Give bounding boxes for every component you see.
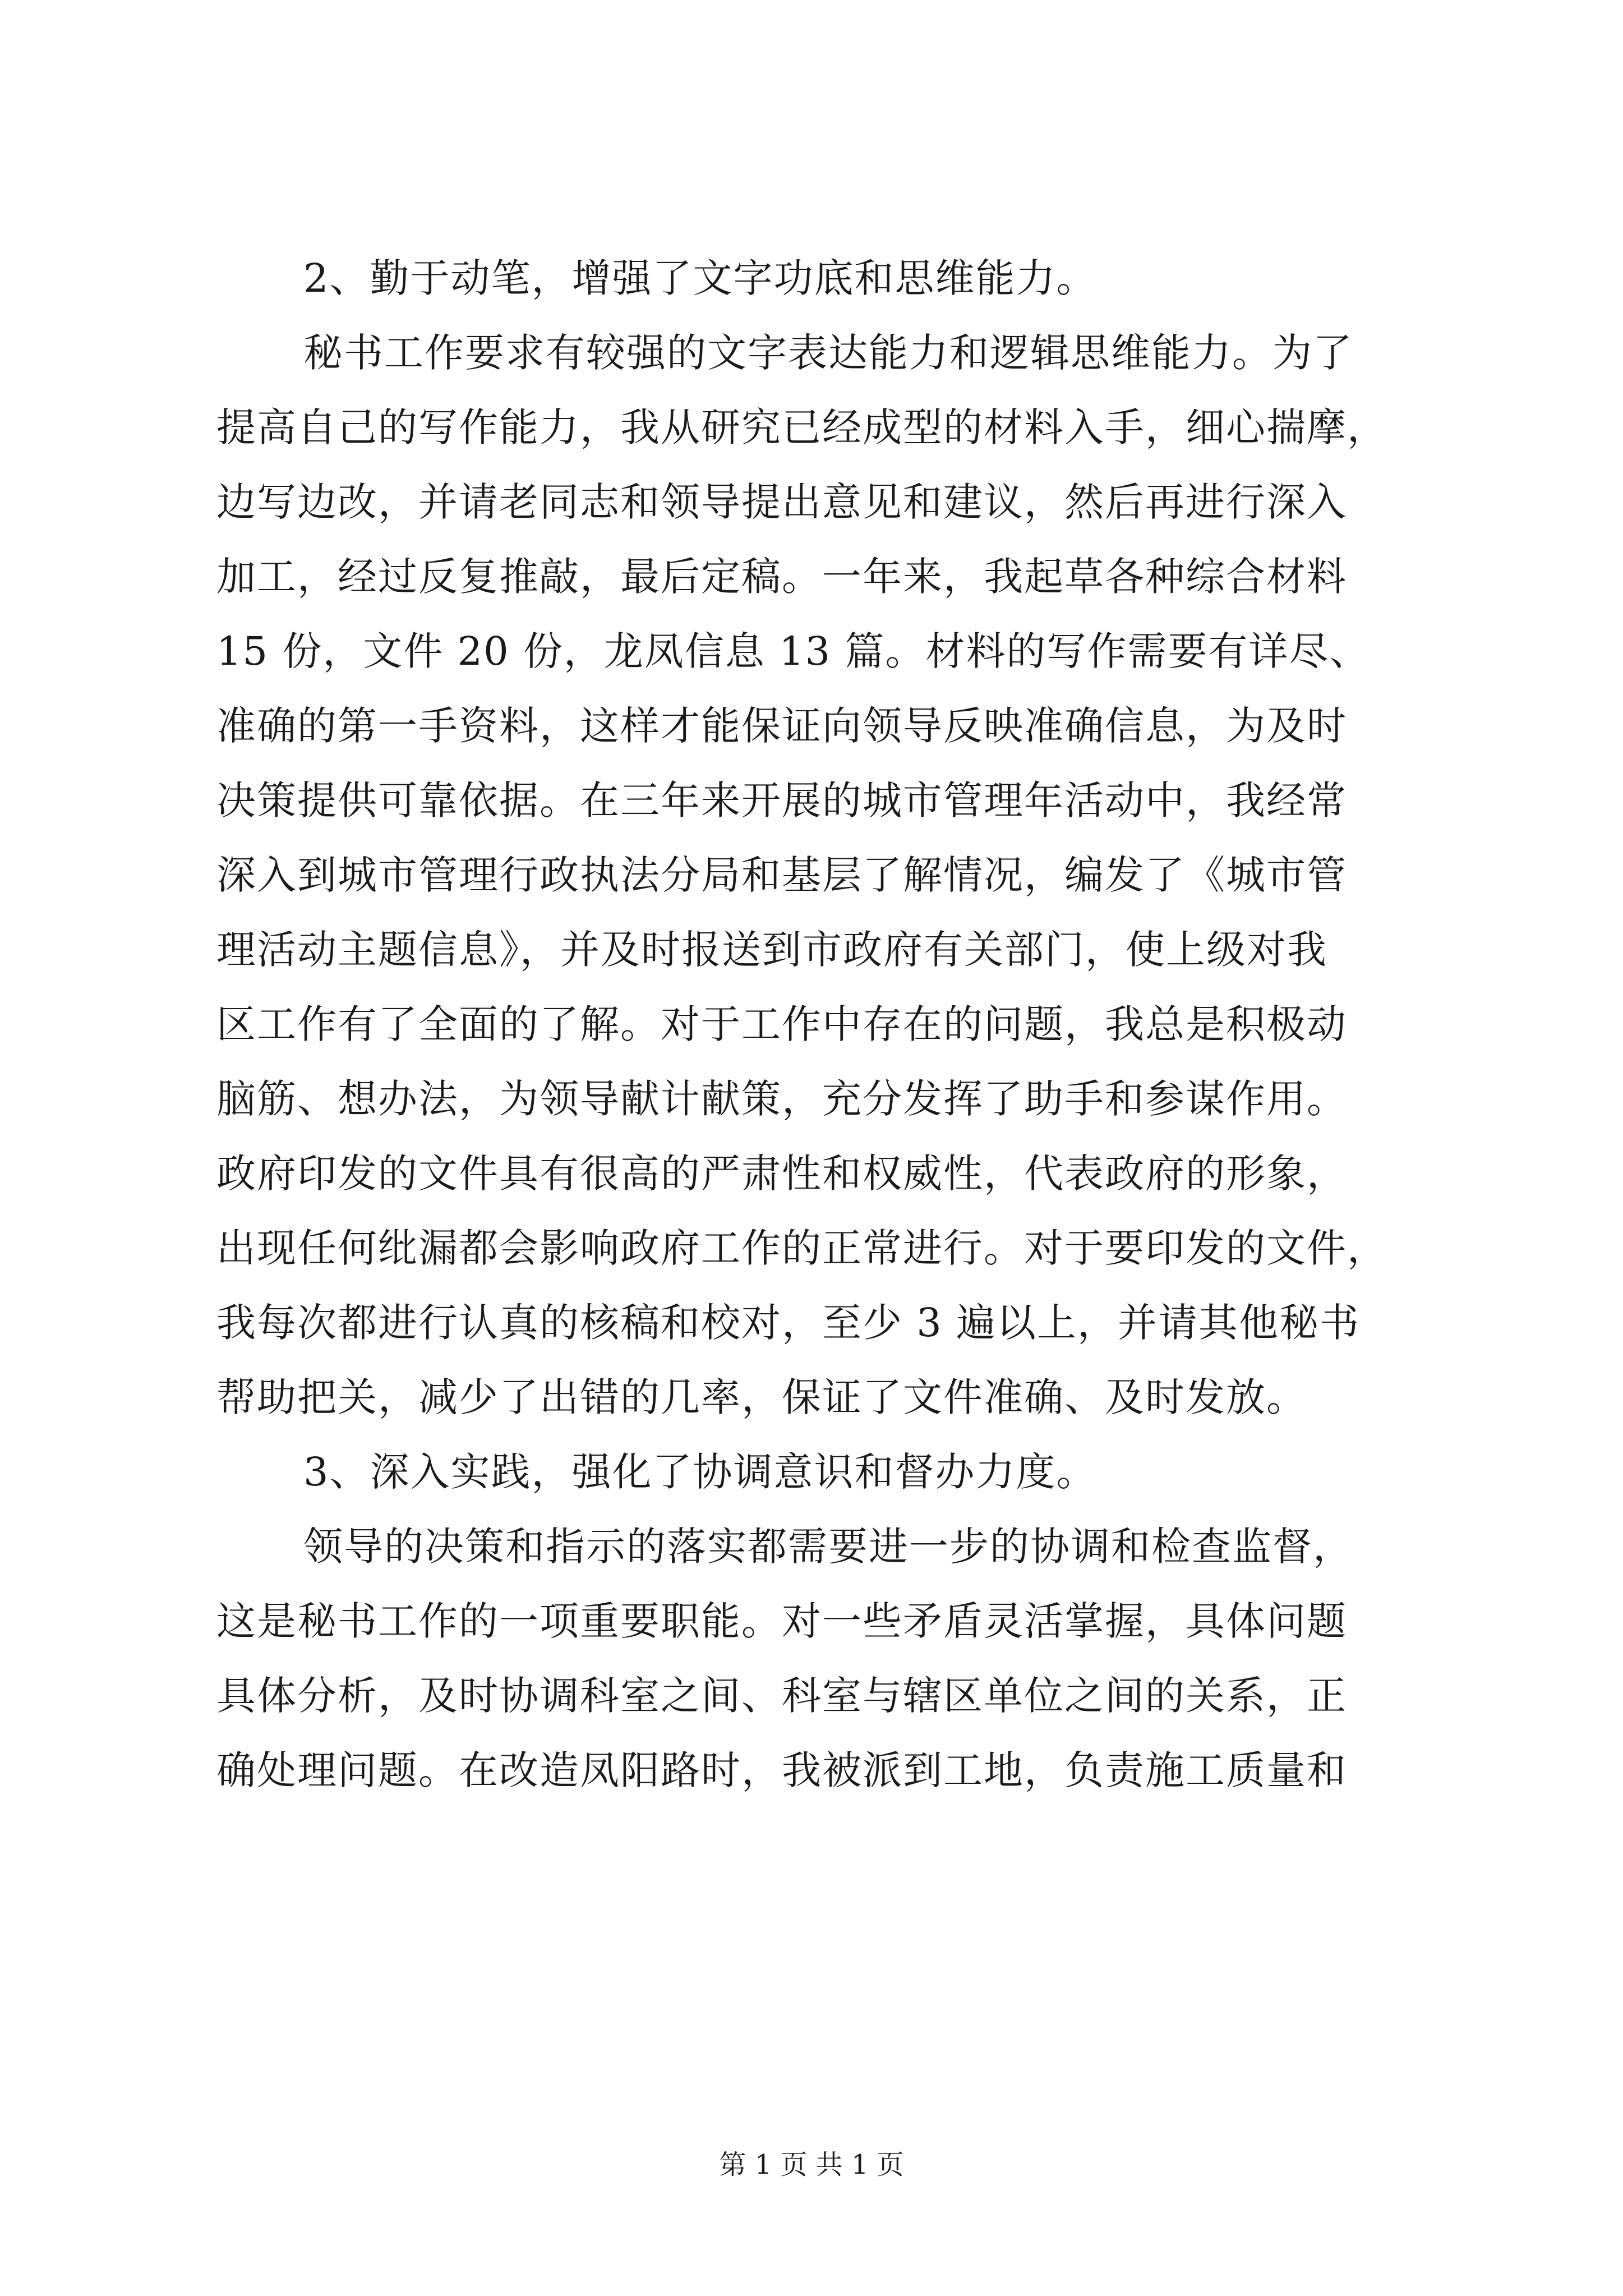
paragraph-line: 政府印发的文件具有很高的严肃性和权威性，代表政府的形象， xyxy=(216,1151,1347,1197)
paragraph-line: 区工作有了全面的了解。对于工作中存在的问题，我总是积极动 xyxy=(216,1001,1347,1047)
paragraph-line: 15 份，文件 20 份，龙凤信息 13 篇。材料的写作需要有详尽、 xyxy=(216,628,1370,674)
page-footer: 第 1 页 共 1 页 xyxy=(719,2149,904,2180)
paragraph-line: 我每次都进行认真的核稿和校对，至少 3 遍以上，并请其他秘书 xyxy=(216,1300,1361,1346)
paragraph-line: 加工，经过反复推敲，最后定稿。一年来，我起草各种综合材料 xyxy=(216,554,1347,600)
paragraph-line: 理活动主题信息》，并及时报送到市政府有关部门，使上级对我 xyxy=(216,927,1327,973)
paragraph-line: 准确的第一手资料，这样才能保证向领导反映准确信息，为及时 xyxy=(216,703,1347,749)
paragraph-line: 帮助把关，减少了出错的几率，保证了文件准确、及时发放。 xyxy=(216,1374,1307,1420)
paragraph-line: 深入到城市管理行政执法分局和基层了解情况，编发了《城市管 xyxy=(216,852,1347,898)
paragraph-line: 提高自己的写作能力，我从研究已经成型的材料入手，细心揣摩， xyxy=(216,404,1387,450)
paragraph-line: 具体分析，及时协调科室之间、科室与辖区单位之间的关系，正 xyxy=(216,1673,1347,1719)
paragraph-line: 秘书工作要求有较强的文字表达能力和逻辑思维能力。为了 xyxy=(303,330,1353,376)
heading-3: 3、深入实践，强化了协调意识和督办力度。 xyxy=(303,1449,1097,1495)
paragraph-line: 决策提供可靠依据。在三年来开展的城市管理年活动中，我经常 xyxy=(216,777,1347,823)
paragraph-line: 领导的决策和指示的落实都需要进一步的协调和检查监督， xyxy=(303,1524,1353,1570)
paragraph-line: 这是秘书工作的一项重要职能。对一些矛盾灵活掌握，具体问题 xyxy=(216,1598,1347,1644)
heading-2: 2、勤于动笔，增强了文字功底和思维能力。 xyxy=(303,255,1097,301)
paragraph-line: 边写边改，并请老同志和领导提出意见和建议，然后再进行深入 xyxy=(216,479,1347,525)
paragraph-line: 脑筋、想办法，为领导献计献策，充分发挥了助手和参谋作用。 xyxy=(216,1076,1347,1122)
document-body xyxy=(216,241,1411,1808)
paragraph-line: 出现任何纰漏都会影响政府工作的正常进行。对于要印发的文件， xyxy=(216,1225,1387,1271)
paragraph-line: 确处理问题。在改造凤阳路时，我被派到工地，负责施工质量和 xyxy=(216,1747,1347,1793)
